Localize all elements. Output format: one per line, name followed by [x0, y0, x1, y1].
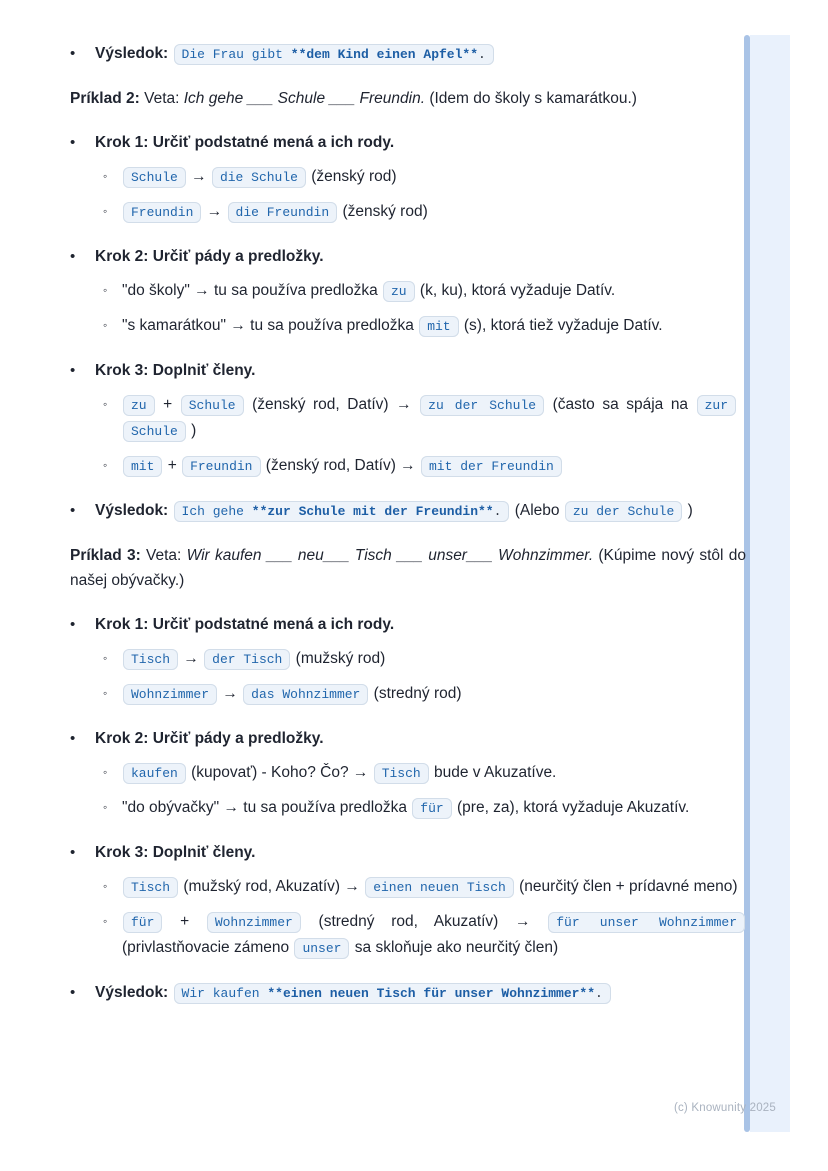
code-text: Schule: [188, 398, 236, 413]
text-run: (k, ku), ktorá vyžaduje Datív.: [415, 282, 616, 299]
inline-code-chip: [182, 456, 260, 477]
code-text: das Wohnzimmer: [251, 687, 361, 702]
bullet-item: [70, 612, 746, 707]
text-run: Výsledok:: [95, 45, 169, 62]
bullet-item: [70, 41, 746, 67]
code-text: unser: [302, 941, 342, 956]
bullet-body: [95, 840, 746, 961]
bullet-body: [95, 726, 746, 821]
code-text: zu: [391, 284, 407, 299]
inline-code-chip: [181, 395, 244, 416]
sub-bullet-item: [95, 646, 746, 672]
bullet-marker: •: [70, 45, 76, 62]
inline-code-chip: [123, 684, 217, 705]
inline-code-chip: [548, 912, 745, 933]
text-run: Príklad 3:: [70, 547, 141, 564]
code-text: einen neuen Tisch: [373, 880, 506, 895]
sub-bullet-item: [95, 795, 746, 821]
sub-bullet-marker: ◦: [103, 458, 108, 472]
text-run: Krok 2: Určiť pády a predložky.: [95, 730, 324, 747]
text-run: "do školy" → tu sa používa predložka: [122, 282, 382, 299]
text-run: "s kamarátkou" → tu sa používa predložka: [122, 317, 419, 334]
code-text: für: [420, 801, 444, 816]
code-text: zu der Schule: [428, 398, 537, 413]
code-text: für: [131, 915, 155, 930]
bullet-marker: •: [70, 362, 76, 379]
sub-bullet-item: [95, 164, 746, 190]
sub-bullet-text: [122, 909, 746, 961]
text-run: Veta:: [140, 547, 187, 564]
text-run: →: [179, 650, 204, 667]
inline-code-chip: [123, 202, 201, 223]
text-run: (ženský rod, Datív) →: [244, 396, 420, 413]
text-run: Krok 3: Doplniť členy.: [95, 362, 256, 379]
sub-bullet-item: [95, 453, 746, 479]
text-run: (pre, za), ktorá vyžaduje Akuzatív.: [452, 799, 690, 816]
inline-code-chip: [294, 938, 349, 959]
sub-bullet-item: [95, 760, 746, 786]
sub-bullet-item: [95, 909, 746, 961]
inline-code-chip: [207, 912, 301, 933]
text-run: (ženský rod): [306, 168, 397, 185]
sub-bullet-marker: ◦: [103, 169, 108, 183]
code-text: kaufen: [131, 766, 178, 781]
inline-code-chip: [123, 649, 178, 670]
sub-bullet-marker: ◦: [103, 879, 108, 893]
bullet-item: [70, 358, 746, 479]
inline-code-chip: [123, 167, 186, 188]
sub-bullet-marker: ◦: [103, 204, 108, 218]
code-text: Freundin: [131, 205, 194, 220]
sub-bullet-item: [95, 874, 746, 900]
text-run: Výsledok:: [95, 502, 169, 519]
inline-code-chip: [420, 395, 544, 416]
document-content: [70, 22, 746, 1025]
inline-code-chip: [123, 877, 178, 898]
margin-highlight-strip: [750, 35, 790, 1132]
sub-bullet-item: [95, 681, 746, 707]
sub-bullet-text: [122, 453, 746, 479]
text-run: Veta:: [139, 90, 184, 107]
inline-code-chip: [374, 763, 429, 784]
bullet-marker: •: [70, 502, 76, 519]
text-run: Príklad 2:: [70, 90, 140, 107]
text-run: (Alebo: [510, 502, 564, 519]
bullet-item: [70, 840, 746, 961]
text-run: Ich gehe ___ Schule ___ Freundin.: [183, 90, 426, 107]
inline-code-chip: [123, 912, 162, 933]
sub-bullet-marker: ◦: [103, 651, 108, 665]
text-run: Krok 3: Doplniť členy.: [95, 844, 256, 861]
code-text: Freundin: [190, 459, 253, 474]
inline-code-chip: [412, 798, 451, 819]
inline-code-chip: [419, 316, 458, 337]
text-run: (Idem do školy s kamarátkou.): [425, 90, 637, 107]
text-run: +: [155, 396, 180, 413]
sub-bullet-text: [122, 646, 746, 672]
code-text: Tisch: [131, 652, 171, 667]
bullet-item: [70, 726, 746, 821]
bullet-marker: •: [70, 248, 76, 265]
code-text: die Schule: [219, 170, 298, 185]
bullet-item: [70, 980, 746, 1006]
sub-bullet-list: [95, 164, 746, 225]
sub-bullet-marker: ◦: [103, 397, 108, 411]
bullet-item: [70, 498, 746, 524]
inline-code-chip: [421, 456, 562, 477]
code-text: **einen neuen Tisch für unser Wohnzimmer**: [267, 986, 596, 1001]
code-text: mit: [427, 319, 451, 334]
inline-code-chip: [123, 763, 186, 784]
inline-code-chip: [365, 877, 514, 898]
paragraph: [70, 86, 746, 111]
sub-bullet-marker: ◦: [103, 686, 108, 700]
text-run: bude v Akuzatíve.: [429, 764, 557, 781]
text-run: Krok 1: Určiť podstatné mená a ich rody.: [95, 616, 395, 633]
bullet-item: [70, 130, 746, 225]
sub-bullet-text: [122, 313, 746, 339]
code-text: Tisch: [131, 880, 171, 895]
bullet-marker: •: [70, 730, 76, 747]
text-run: [168, 45, 172, 62]
text-run: Wir kaufen ___ neu___ Tisch ___ unser___ Wohnzimmer.: [186, 547, 594, 564]
text-run: (stredný rod): [369, 685, 462, 702]
bullet-body: [95, 41, 746, 67]
sub-bullet-item: [95, 392, 746, 444]
text-run: (privlastňovacie zámeno: [122, 939, 294, 956]
inline-code-chip: [174, 501, 510, 522]
text-run: Krok 1: Určiť podstatné mená a ich rody.: [95, 134, 395, 151]
text-run: Výsledok:: [95, 984, 169, 1001]
text-run: (ženský rod): [338, 203, 428, 220]
text-run: →: [202, 203, 227, 220]
sub-bullet-text: [122, 681, 746, 707]
bullet-marker: •: [70, 844, 76, 861]
code-text: die Freundin: [235, 205, 330, 220]
sub-bullet-text: [122, 760, 746, 786]
code-text: Wohnzimmer: [214, 915, 293, 930]
text-run: ): [186, 422, 197, 439]
text-run: Krok 2: Určiť pády a predložky.: [95, 248, 324, 265]
code-text: Schule: [131, 170, 178, 185]
bullet-body: [95, 980, 746, 1006]
text-run: →: [218, 685, 243, 702]
inline-code-chip: [204, 649, 290, 670]
code-text: Tisch: [381, 766, 421, 781]
bullet-marker: •: [70, 134, 76, 151]
text-run: (mužský rod, Akuzatív) →: [179, 878, 365, 895]
code-text: **dem Kind einen Apfel**: [290, 47, 478, 62]
bullet-body: [95, 130, 746, 225]
code-text: der Tisch: [212, 652, 283, 667]
code-text: Wir kaufen: [181, 986, 268, 1001]
text-run: (Kúpime nový stôl do našej obývačky.): [70, 547, 747, 589]
sub-bullet-list: [95, 392, 746, 479]
text-run: (mužský rod): [291, 650, 386, 667]
text-run: (neurčitý člen + prídavné meno): [514, 878, 738, 895]
sub-bullet-text: [122, 874, 746, 900]
sub-bullet-item: [95, 313, 746, 339]
bullet-marker: •: [70, 616, 76, 633]
code-text: zu: [131, 398, 147, 413]
text-run: sa skloňuje ako neurčitý člen): [350, 939, 559, 956]
sub-bullet-marker: ◦: [103, 800, 108, 814]
text-run: [168, 984, 172, 1001]
inline-code-chip: [174, 44, 494, 65]
bullet-item: [70, 244, 746, 339]
code-text: .: [595, 986, 603, 1001]
sub-bullet-list: [95, 278, 746, 339]
text-run: "do obývačky" → tu sa používa predložka: [122, 799, 412, 816]
code-text: **zur Schule mit der Freundin**: [251, 504, 494, 519]
sub-bullet-marker: ◦: [103, 914, 108, 928]
inline-code-chip: [212, 167, 306, 188]
inline-code-chip: [174, 983, 611, 1004]
bullet-body: [95, 612, 746, 707]
text-run: [168, 502, 172, 519]
code-text: Ich gehe: [181, 504, 252, 519]
text-run: (s), ktorá tiež vyžaduje Datív.: [459, 317, 663, 334]
text-run: →: [186, 168, 211, 185]
code-text: Die Frau gibt: [181, 47, 291, 62]
code-text: zur Schule: [131, 398, 728, 439]
inline-code-chip: [243, 684, 368, 705]
code-text: mit der Freundin: [428, 459, 554, 474]
inline-code-chip: [228, 202, 338, 223]
sub-bullet-list: [95, 874, 746, 961]
watermark: (c) Knowunity 2025: [673, 1102, 776, 1114]
code-text: .: [478, 47, 486, 62]
inline-code-chip: [383, 281, 415, 302]
bullet-body: [95, 244, 746, 339]
sub-bullet-list: [95, 760, 746, 821]
sub-bullet-text: [122, 278, 746, 304]
sub-bullet-marker: ◦: [103, 318, 108, 332]
text-run: +: [163, 457, 182, 474]
sub-bullet-text: [122, 392, 746, 444]
code-text: für unser Wohnzimmer: [556, 915, 737, 930]
text-run: (často sa spája na: [545, 396, 696, 413]
sub-bullet-text: [122, 164, 746, 190]
sub-bullet-item: [95, 199, 746, 225]
bullet-body: [95, 498, 746, 524]
bullet-body: [95, 358, 746, 479]
sub-bullet-text: [122, 199, 746, 225]
text-run: (stredný rod, Akuzatív) →: [301, 913, 548, 930]
inline-code-chip: [123, 456, 162, 477]
inline-code-chip: [123, 395, 155, 416]
sub-bullet-item: [95, 278, 746, 304]
code-text: .: [493, 504, 502, 519]
text-run: (ženský rod, Datív) →: [261, 457, 420, 474]
sub-bullet-list: [95, 646, 746, 707]
code-text: zu der Schule: [572, 504, 675, 519]
sub-bullet-text: [122, 795, 746, 821]
inline-code-chip: [565, 501, 682, 522]
text-run: ): [683, 502, 693, 519]
code-text: mit: [131, 459, 155, 474]
text-run: +: [163, 913, 206, 930]
paragraph: [70, 543, 746, 593]
code-text: Wohnzimmer: [131, 687, 210, 702]
sub-bullet-marker: ◦: [103, 765, 108, 779]
bullet-marker: •: [70, 984, 76, 1001]
sub-bullet-marker: ◦: [103, 283, 108, 297]
text-run: (kupovať) - Koho? Čo? →: [186, 764, 373, 781]
